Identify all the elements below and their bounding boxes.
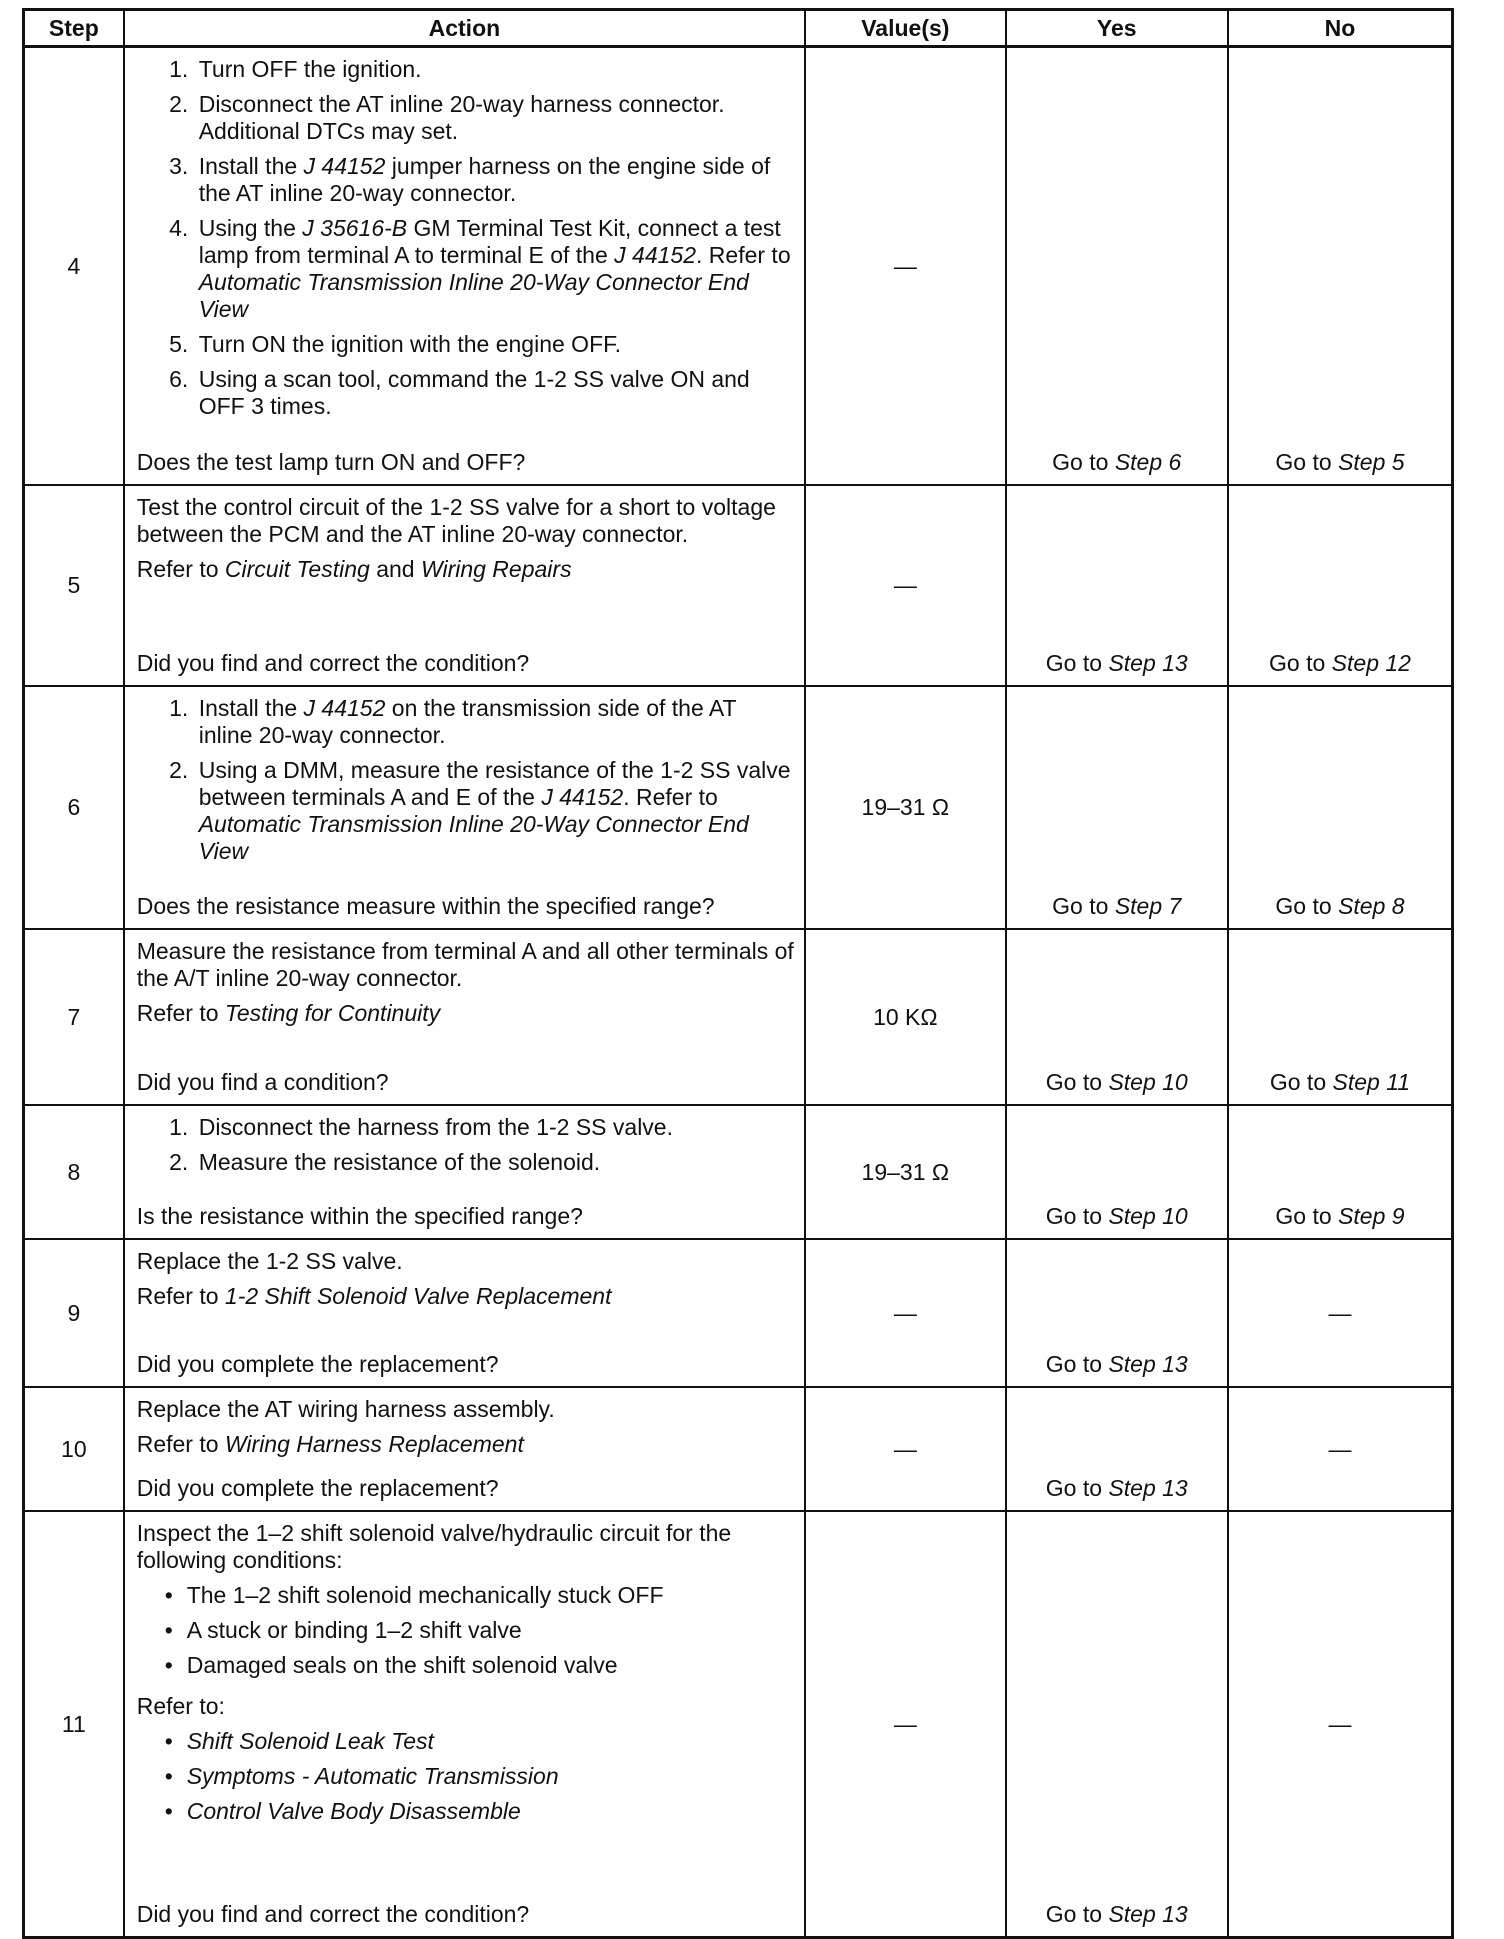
yes-cell: Go to Step 13 [1006, 1239, 1228, 1387]
no-cell: Go to Step 11 [1228, 929, 1453, 1105]
no-cell: Go to Step 9 [1228, 1105, 1453, 1239]
yes-cell: Go to Step 7 [1006, 686, 1228, 929]
action-text: Replace the 1-2 SS valve. [136, 1248, 403, 1274]
yes-cell: Go to Step 6 [1006, 47, 1228, 486]
question-text: Did you complete the replacement? [136, 1351, 499, 1377]
value-cell: — [805, 47, 1005, 486]
step-number: 5 [24, 485, 124, 686]
yes-cell: Go to Step 13 [1006, 1511, 1228, 1938]
action-cell [124, 485, 805, 686]
table-row [24, 686, 1453, 929]
list-item: • Damaged seals on the shift solenoid valve [187, 1652, 796, 1679]
no-cell: Go to Step 8 [1228, 686, 1453, 929]
yes-cell: Go to Step 13 [1006, 1387, 1228, 1511]
list-item: • The 1–2 shift solenoid mechanically stuck OFF [187, 1582, 796, 1609]
yes-cell: Go to Step 10 [1006, 929, 1228, 1105]
condition-list [137, 1582, 796, 1687]
yes-target: Step 6 [1114, 449, 1182, 475]
no-target: Step 11 [1332, 1069, 1411, 1095]
table-row [24, 47, 1453, 486]
question-text: Does the test lamp turn ON and OFF? [136, 449, 526, 475]
question-text: Is the resistance within the specified range? [136, 1203, 583, 1229]
action-text: Test the control circuit of the 1-2 SS valve for a short to voltage between the PCM and the AT inline 20-way connector. [136, 494, 776, 547]
no-cell: Go to Step 5 [1228, 47, 1453, 486]
question-text: Does the resistance measure within the specified range? [136, 893, 715, 919]
action-text: Inspect the 1–2 shift solenoid valve/hydraulic circuit for the following conditions: [136, 1520, 732, 1573]
step-number: 10 [24, 1387, 124, 1511]
table-row [24, 1105, 1453, 1239]
table-row [24, 1239, 1453, 1387]
no-target: Step 12 [1331, 650, 1411, 676]
refer-line: Refer to: [136, 1693, 225, 1719]
list-item: 5. Turn ON the ignition with the engine OFF. [195, 331, 796, 358]
question-text: Did you find a condition? [136, 1069, 389, 1095]
no-target: Step 8 [1338, 893, 1405, 919]
diagnostic-table [22, 8, 1454, 1939]
header-action: Action [124, 10, 805, 47]
value-cell: — [805, 1511, 1005, 1938]
diagnostic-table-page [22, 8, 1454, 1939]
yes-cell: Go to Step 13 [1006, 485, 1228, 686]
list-item: • Control Valve Body Disassemble [187, 1798, 796, 1825]
question-text: Did you find and correct the condition? [136, 1901, 530, 1927]
list-item: 1. Disconnect the harness from the 1-2 SS valve. [195, 1114, 796, 1141]
step-number: 7 [24, 929, 124, 1105]
table-row [24, 1511, 1453, 1938]
yes-cell: Go to Step 10 [1006, 1105, 1228, 1239]
step-number: 9 [24, 1239, 124, 1387]
list-item: 2. Disconnect the AT inline 20-way harness connector. Additional DTCs may set. [195, 91, 796, 145]
yes-target: Step 13 [1108, 650, 1188, 676]
value-cell: — [805, 1387, 1005, 1511]
step-number: 6 [24, 686, 124, 929]
value-cell: 10 KΩ [805, 929, 1005, 1105]
action-steps [137, 1114, 796, 1184]
yes-target: Step 10 [1108, 1203, 1188, 1229]
list-item: 3. Install the J 44152 jumper harness on the engine side of the AT inline 20-way connector. [195, 153, 796, 207]
list-item: 1. Turn OFF the ignition. [195, 56, 796, 83]
action-text: Measure the resistance from terminal A and all other terminals of the A/T inline 20-way connector. [136, 938, 794, 991]
yes-target: Step 10 [1108, 1069, 1188, 1095]
list-item: • A stuck or binding 1–2 shift valve [187, 1617, 796, 1644]
refer-line: Refer to 1-2 Shift Solenoid Valve Replacement [136, 1283, 612, 1309]
no-cell: — [1228, 1239, 1453, 1387]
table-row [24, 929, 1453, 1105]
refer-line: Refer to Circuit Testing and Wiring Repairs [136, 556, 572, 582]
header-no: No [1228, 10, 1453, 47]
action-steps [137, 56, 796, 428]
list-item: • Shift Solenoid Leak Test [187, 1728, 796, 1755]
action-cell [124, 686, 805, 929]
list-item: 2. Measure the resistance of the solenoid. [195, 1149, 796, 1176]
refer-line: Refer to Wiring Harness Replacement [136, 1431, 524, 1457]
yes-target: Step 7 [1114, 893, 1182, 919]
reference-link: Automatic Transmission Inline 20-Way Connector End View [198, 269, 749, 322]
question-text: Did you complete the replacement? [136, 1475, 499, 1501]
list-item: 6. Using a scan tool, command the 1-2 SS valve ON and OFF 3 times. [195, 366, 796, 420]
step-number: 4 [24, 47, 124, 486]
action-text: Replace the AT wiring harness assembly. [136, 1396, 555, 1422]
step-number: 8 [24, 1105, 124, 1239]
yes-target: Step 13 [1108, 1351, 1188, 1377]
value-cell: 19–31 Ω [805, 1105, 1005, 1239]
list-item: • Symptoms - Automatic Transmission [187, 1763, 796, 1790]
no-cell: — [1228, 1511, 1453, 1938]
action-cell [124, 929, 805, 1105]
no-target: Step 9 [1338, 1203, 1405, 1229]
table-row [24, 485, 1453, 686]
action-cell [124, 1105, 805, 1239]
header-step: Step [24, 10, 124, 47]
action-cell [124, 47, 805, 486]
action-cell [124, 1239, 805, 1387]
header-yes: Yes [1006, 10, 1228, 47]
value-cell: — [805, 1239, 1005, 1387]
list-item: 1. Install the J 44152 on the transmission side of the AT inline 20-way connector. [195, 695, 796, 749]
action-cell [124, 1511, 805, 1938]
list-item: 4. Using the J 35616-B GM Terminal Test Kit, connect a test lamp from terminal A to terminal E of the J 44152. Refer to Automatic Transmission Inline 20-Way Connector End View [195, 215, 796, 323]
no-cell: Go to Step 12 [1228, 485, 1453, 686]
value-cell: — [805, 485, 1005, 686]
list-item: 2. Using a DMM, measure the resistance of the 1-2 SS valve between terminals A and E of the J 44152. Refer to Automatic Transmission Inline 20-Way Connector End View [195, 757, 796, 865]
header-row [24, 10, 1453, 47]
no-cell: — [1228, 1387, 1453, 1511]
reference-list [137, 1728, 796, 1833]
table-row [24, 1387, 1453, 1511]
header-values: Value(s) [805, 10, 1005, 47]
action-cell [124, 1387, 805, 1511]
step-number: 11 [24, 1511, 124, 1938]
yes-target: Step 13 [1108, 1901, 1188, 1927]
refer-line: Refer to Testing for Continuity [136, 1000, 441, 1026]
question-text: Did you find and correct the condition? [136, 650, 530, 676]
no-target: Step 5 [1338, 449, 1405, 475]
action-steps [137, 695, 796, 873]
value-cell: 19–31 Ω [805, 686, 1005, 929]
yes-target: Step 13 [1108, 1475, 1188, 1501]
